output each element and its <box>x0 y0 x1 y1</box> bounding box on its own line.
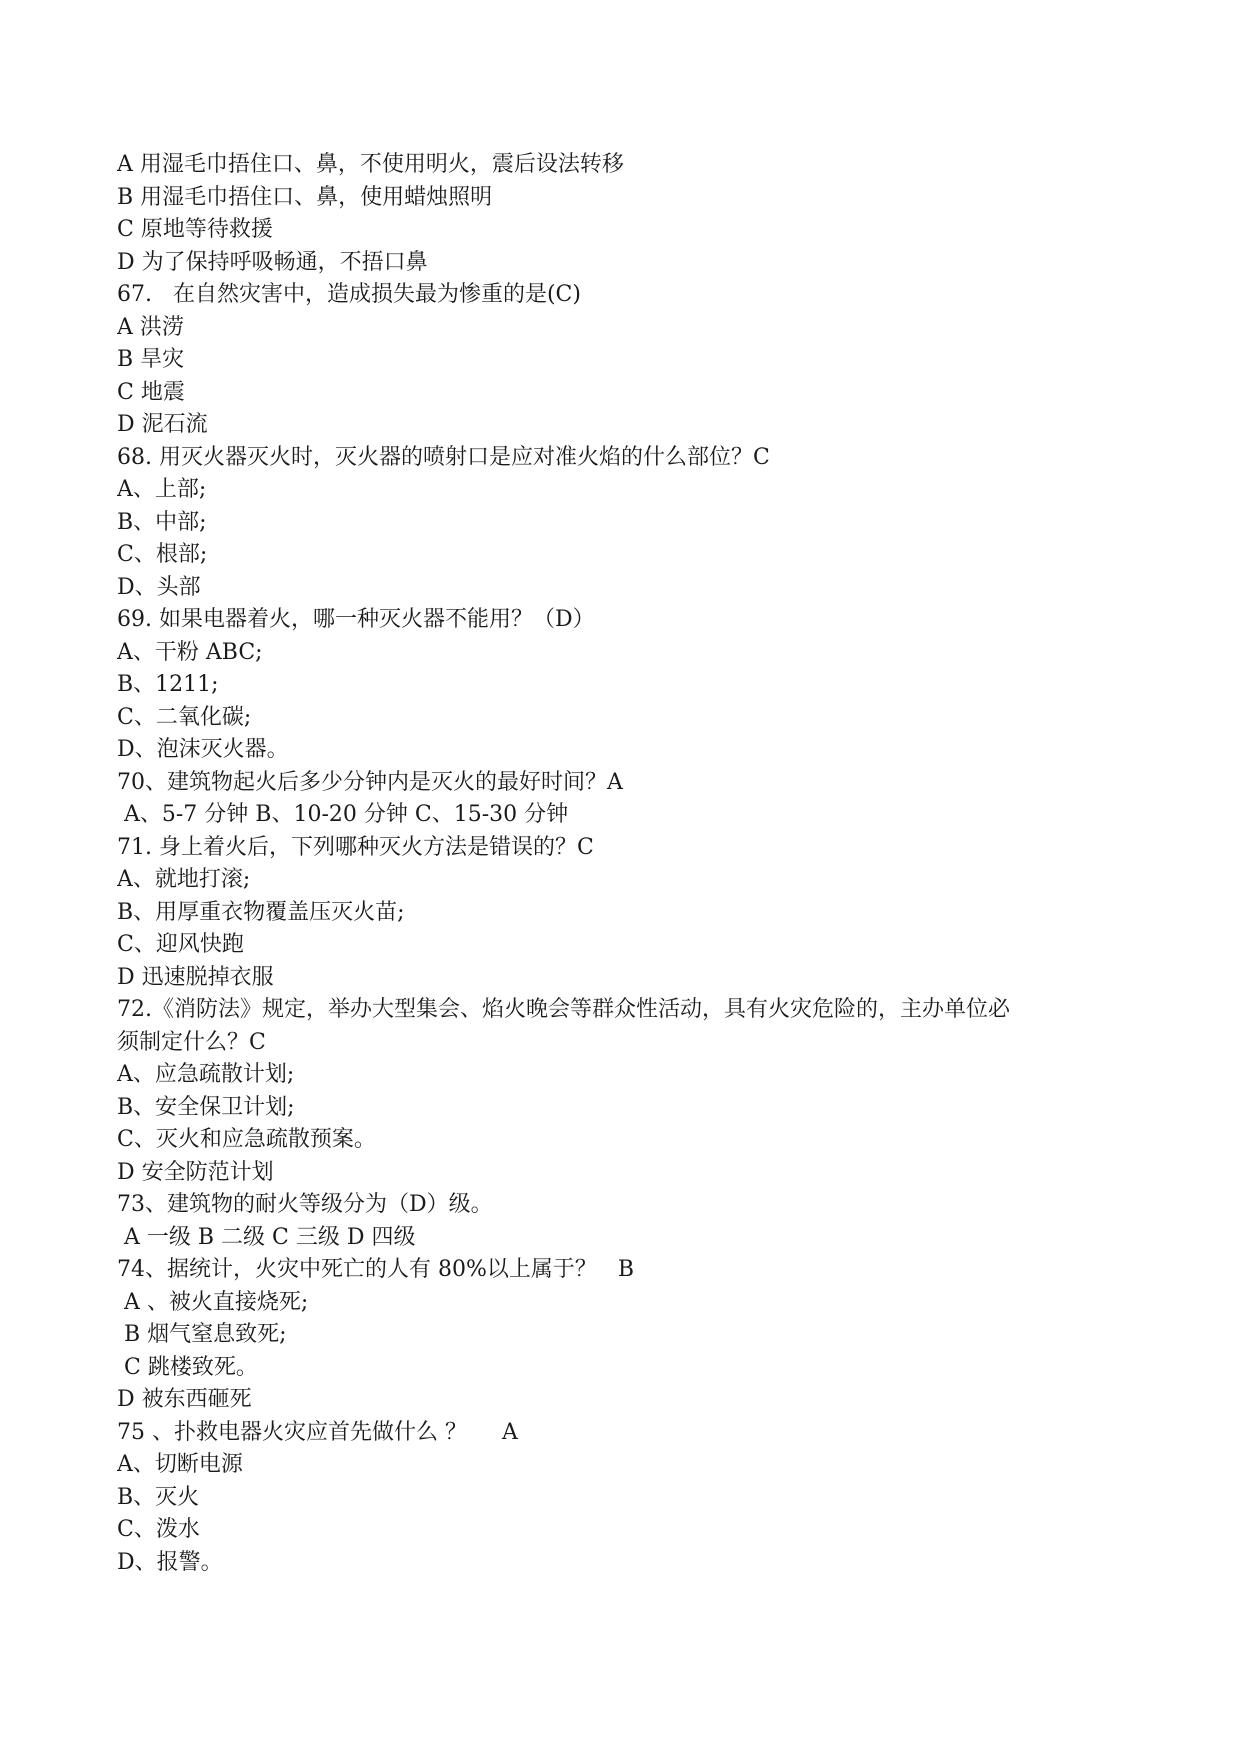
text-line: D 被东西砸死 <box>117 1387 252 1412</box>
question-69: 69. 如果电器着火，哪一种灭火器不能用？（D） <box>117 607 595 632</box>
text-line: D、报警。 <box>117 1549 223 1575</box>
text-line: B 旱灾 <box>117 347 185 372</box>
text-line: B、1211; <box>117 672 219 697</box>
document-body <box>117 149 1137 1579</box>
text-line: B 烟气窒息致死; <box>117 1322 287 1347</box>
text-line: D、泡沫灭火器。 <box>117 737 289 762</box>
text-line: C 原地等待救援 <box>117 217 273 242</box>
text-line: D 泥石流 <box>117 412 208 437</box>
text-line: A 一级 B 二级 C 三级 D 四级 <box>117 1224 416 1250</box>
text-line: D 安全防范计划 <box>117 1159 274 1185</box>
text-line: A 、被火直接烧死; <box>117 1289 309 1315</box>
text-line: A 用湿毛巾捂住口、鼻，不使用明火，震后设法转移 <box>117 152 624 177</box>
text-line: B、安全保卫计划; <box>117 1094 295 1120</box>
text-line: C、迎风快跑 <box>117 932 244 957</box>
text-line: B、用厚重衣物覆盖压灭火苗; <box>117 899 405 925</box>
text-line: D 迅速脱掉衣服 <box>117 964 274 990</box>
text-line: A、5-7 分钟 B、10-20 分钟 C、15-30 分钟 <box>117 802 569 827</box>
text-line: C、二氧化碳; <box>117 704 252 730</box>
text-line: A、干粉 ABC; <box>117 639 263 665</box>
question-75: 75 、扑救电器火灾应首先做什么 ？ A <box>117 1419 518 1445</box>
question-67: 67. 在自然灾害中，造成损失最为惨重的是(C) <box>117 282 581 307</box>
text-line: B 用湿毛巾捂住口、鼻，使用蜡烛照明 <box>117 184 493 210</box>
text-line: C 跳楼致死。 <box>117 1354 258 1380</box>
question-74: 74、据统计，火灾中死亡的人有 80%以上属于？ B <box>117 1257 635 1282</box>
text-line: A、就地打滚; <box>117 867 251 892</box>
text-line: C、根部; <box>117 542 208 567</box>
question-68: 68. 用灭火器灭火时，灭火器的喷射口是应对准火焰的什么部位？C <box>117 444 770 470</box>
text-line: C 地震 <box>117 379 185 405</box>
text-line: A、应急疏散计划; <box>117 1062 295 1087</box>
question-71: 71. 身上着火后，下列哪种灭火方法是错误的？C <box>117 834 594 860</box>
text-line: A、上部; <box>117 477 207 502</box>
text-line: 须制定什么？C <box>117 1029 266 1055</box>
question-72: 72.《消防法》规定，举办大型集会、焰火晚会等群众性活动，具有火灾危险的，主办单位必 <box>117 997 1010 1022</box>
text-line: D 为了保持呼吸畅通，不捂口鼻 <box>117 249 428 275</box>
question-73: 73、建筑物的耐火等级分为（D）级。 <box>117 1192 493 1217</box>
question-70: 70、建筑物起火后多少分钟内是灭火的最好时间？A <box>117 769 623 795</box>
text-line: A 洪涝 <box>117 314 184 340</box>
text-line: C、泼水 <box>117 1517 200 1542</box>
text-line: B、灭火 <box>117 1484 200 1510</box>
text-line: C、灭火和应急疏散预案。 <box>117 1127 376 1152</box>
text-line: D、头部 <box>117 574 201 600</box>
text-line: A、切断电源 <box>117 1452 243 1477</box>
text-line: B、中部; <box>117 509 207 535</box>
